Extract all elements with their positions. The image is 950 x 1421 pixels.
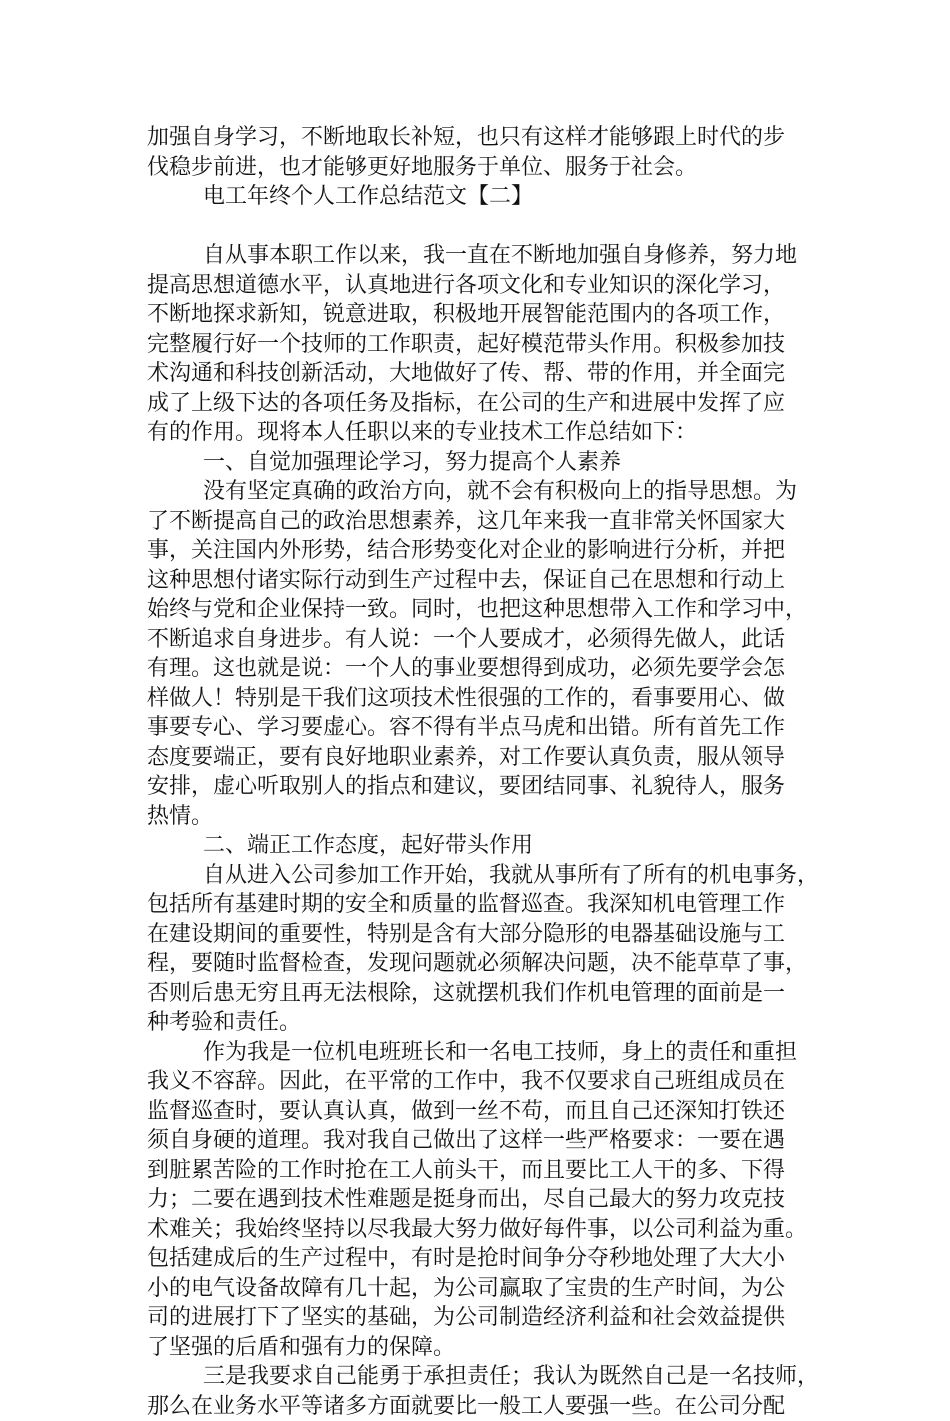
text-line: 否则后患无穷且再无法根除，这就摆机我们作机电管理的面前是一	[147, 979, 827, 1009]
text-line: 包括所有基建时期的安全和质量的监督巡查。我深知机电管理工作	[147, 890, 827, 920]
text-line: 程，要随时监督检查，发现问题就必须解决问题，决不能草草了事，	[147, 949, 827, 979]
text-line: 自从事本职工作以来，我一直在不断地加强自身修养，努力地	[147, 241, 827, 271]
text-line: 安排，虚心听取别人的指点和建议，要团结同事、礼貌待人，服务	[147, 772, 827, 802]
text-line: 提高思想道德水平，认真地进行各项文化和专业知识的深化学习，	[147, 271, 827, 301]
text-line: 监督巡查时，要认真认真，做到一丝不苟，而且自己还深知打铁还	[147, 1097, 827, 1127]
text-line: 不断追求自身进步。有人说：一个人要成才，必须得先做人，此话	[147, 625, 827, 655]
text-line: 有理。这也就是说：一个人的事业要想得到成功，必须先要学会怎	[147, 654, 827, 684]
text-line: 了不断提高自己的政治思想素养，这几年来我一直非常关怀国家大	[147, 507, 827, 537]
text-line: 我义不容辞。因此，在平常的工作中，我不仅要求自己班组成员在	[147, 1067, 827, 1097]
text-line: 这种思想付诸实际行动到生产过程中去，保证自己在思想和行动上	[147, 566, 827, 596]
text-line: 完整履行好一个技师的工作职责，起好模范带头作用。积极参加技	[147, 330, 827, 360]
text-line: 伐稳步前进，也才能够更好地服务于单位、服务于社会。	[147, 153, 827, 183]
text-line: 术沟通和科技创新活动，大地做好了传、帮、带的作用，并全面完	[147, 359, 827, 389]
text-line: 在建设期间的重要性，特别是含有大部分隐形的电器基础设施与工	[147, 920, 827, 950]
text-line: 有的作用。现将本人任职以来的专业技术工作总结如下：	[147, 418, 827, 448]
text-line: 那么在业务水平等诸多方面就要比一般工人要强一些。在公司分配	[147, 1392, 827, 1421]
text-line: 术难关；我始终坚持以尽我最大努力做好每件事，以公司利益为重。	[147, 1215, 827, 1245]
text-line: 小的电气设备故障有几十起，为公司赢取了宝贵的生产时间，为公	[147, 1274, 827, 1304]
text-line: 司的进展打下了坚实的基础，为公司制造经济利益和社会效益提供	[147, 1303, 827, 1333]
document-body	[147, 123, 827, 1421]
text-line: 包括建成后的生产过程中，有时是抢时间争分夺秒地处理了大大小	[147, 1244, 827, 1274]
text-line: 三是我要求自己能勇于承担责任；我认为既然自己是一名技师，	[147, 1362, 827, 1392]
text-line: 了坚强的后盾和强有力的保障。	[147, 1333, 827, 1363]
text-line: 种考验和责任。	[147, 1008, 827, 1038]
text-line: 没有坚定真确的政治方向，就不会有积极向上的指导思想。为	[147, 477, 827, 507]
text-line: 自从进入公司参加工作开始，我就从事所有了所有的机电事务，	[147, 861, 827, 891]
text-line: 热情。	[147, 802, 827, 832]
text-line: 电工年终个人工作总结范文【二】	[147, 182, 827, 212]
text-line: 成了上级下达的各项任务及指标，在公司的生产和进展中发挥了应	[147, 389, 827, 419]
text-line: 事要专心、学习要虚心。容不得有半点马虎和出错。所有首先工作	[147, 713, 827, 743]
text-line: 作为我是一位机电班班长和一名电工技师，身上的责任和重担	[147, 1038, 827, 1068]
text-line: 二、端正工作态度，起好带头作用	[147, 831, 827, 861]
text-line: 样做人！特别是干我们这项技术性很强的工作的，看事要用心、做	[147, 684, 827, 714]
text-line: 事，关注国内外形势，结合形势变化对企业的影响进行分析，并把	[147, 536, 827, 566]
text-line: 加强自身学习，不断地取长补短，也只有这样才能够跟上时代的步	[147, 123, 827, 153]
text-line: 须自身硬的道理。我对我自己做出了这样一些严格要求：一要在遇	[147, 1126, 827, 1156]
text-line	[147, 212, 827, 242]
text-line: 到脏累苦险的工作时抢在工人前头干，而且要比工人干的多、下得	[147, 1156, 827, 1186]
text-line: 态度要端正，要有良好地职业素养，对工作要认真负责，服从领导	[147, 743, 827, 773]
text-line: 不断地探求新知，锐意进取，积极地开展智能范围内的各项工作，	[147, 300, 827, 330]
text-line: 力；二要在遇到技术性难题是挺身而出，尽自己最大的努力攻克技	[147, 1185, 827, 1215]
text-line: 一、自觉加强理论学习，努力提高个人素养	[147, 448, 827, 478]
text-line: 始终与党和企业保持一致。同时，也把这种思想带入工作和学习中，	[147, 595, 827, 625]
